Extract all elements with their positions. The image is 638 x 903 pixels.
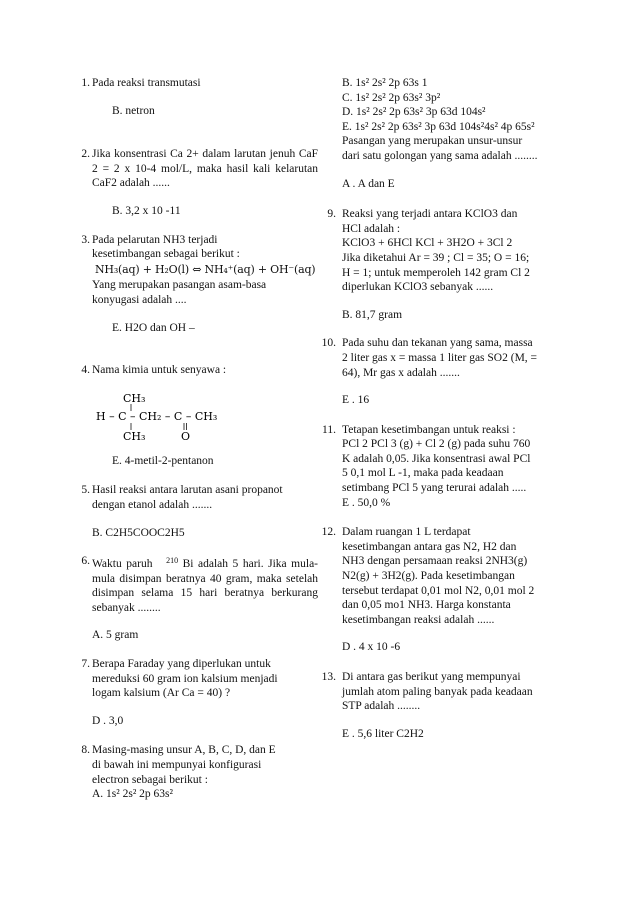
question-8 (72, 743, 318, 801)
option-d: D. 1s² 2s² 2p 63s² 3p 63d 104s² (342, 106, 486, 119)
structure-oxygen: O (181, 429, 191, 442)
question-text-rest: Bi adalah 5 hari. Jika mula-mula disimpan beratnya 40 gram, maka setelah disimpan selama 15 hari beratnya berkurang sebanyak ........ (92, 558, 319, 614)
question-line: Yang merupakan pasangan asam-basa (92, 279, 267, 292)
option-a: A. 1s² 2s² 2p 63s² (92, 788, 173, 801)
question-line: dengan etanol adalah ....... (92, 498, 213, 511)
answer: B. 81,7 gram (342, 308, 403, 321)
question-line: PCl 2 PCl 3 (g) + Cl 2 (g) pada suhu 760 (342, 438, 531, 451)
question-line: Pada suhu dan tekanan yang sama, massa (342, 337, 533, 350)
answer: D . 3,0 (92, 714, 124, 727)
question-line: diperlukan KClO3 sebanyak ...... (342, 281, 494, 294)
question-line: logam kalsium (Ar Ca = 40) ? (92, 687, 231, 700)
question-text (342, 525, 570, 627)
left-column (72, 76, 318, 802)
question-3 (72, 233, 318, 336)
question-12 (322, 525, 570, 655)
question-line: K adalah 0,05. Jika konsentrasi awal PCl (342, 452, 531, 465)
structural-formula (96, 392, 318, 442)
structural-formula-diagram (96, 392, 256, 442)
question-text (92, 743, 318, 801)
question-line: 64), Mr gas x adalah ....... (342, 366, 460, 379)
question-line: kesetimbangan reaksi adalah ...... (342, 613, 495, 626)
question-number: 8. (81, 744, 90, 757)
structure-bottom-group: CH₃ (123, 429, 146, 442)
question-line: 2 liter gas x = massa 1 liter gas SO2 (M, = (342, 351, 538, 364)
right-column (322, 76, 570, 741)
question-line: dan 0,05 mo1 NH3. Harga konstanta (342, 599, 511, 612)
question-line: jumlah atom paling banyak pada keadaan (342, 685, 533, 698)
question-text-start: Waktu paruh (92, 558, 153, 571)
question-line: Hasil reaksi antara larutan asani propanot (92, 484, 283, 497)
question-text: Jika konsentrasi Ca 2+ dalam larutan jenuh CaF 2 = 2 x 10-4 mol/L, maka hasil kali kelarutan CaF2 adalah ...... (92, 148, 318, 190)
question-text (342, 423, 570, 511)
structure-top-group: CH₃ (123, 391, 146, 405)
question-line: electron sebagai berikut : (92, 773, 208, 786)
question-4 (72, 363, 318, 468)
answer: B. 3,2 x 10 -11 (112, 204, 181, 217)
answer: B. C2H5COOC2H5 (92, 526, 185, 539)
question-line: STP adalah ........ (342, 700, 421, 713)
question-5 (72, 483, 318, 540)
question-line: N2(g) + 3H2(g). Pada kesetimbangan (342, 570, 515, 583)
option-b: B. 1s² 2s² 2p 63s 1 (342, 77, 428, 89)
isotope-mass-number: 210 (166, 556, 179, 566)
question-text (342, 670, 570, 714)
question-number: 12. (321, 526, 336, 539)
question-number: 13. (321, 671, 336, 683)
question-13 (322, 670, 570, 741)
question-number: 9. (327, 208, 336, 221)
question-2 (72, 147, 318, 218)
question-number: 4. (81, 364, 90, 377)
question-number: 10. (321, 337, 336, 350)
option-c: C. 1s² 2s² 2p 63s² 3p² (342, 91, 441, 104)
question-line: Pada pelarutan NH3 terjadi (92, 233, 218, 246)
question-line: Jika diketahui Ar = 39 ; Cl = 35; O = 16; (342, 251, 530, 264)
question-10 (322, 336, 570, 407)
answer: A. 5 gram (92, 629, 139, 642)
question-line: NH3 dengan persamaan reaksi 2NH3(g) (342, 555, 528, 568)
question-line: di bawah ini mempunyai konfigurasi (92, 759, 262, 772)
question-number: 1. (81, 77, 90, 89)
answer: E . 5,6 liter C2H2 (342, 727, 424, 740)
question-line: Masing-masing unsur A, B, C, D, dan E (92, 744, 276, 757)
answer: E. 4-metil-2-pentanon (112, 454, 214, 467)
question-line: kesetimbangan antara gas N2, H2 dan (342, 540, 517, 553)
question-line: Di antara gas berikut yang mempunyai (342, 671, 521, 683)
question-text (92, 657, 318, 701)
question-line: kesetimbangan sebagai berikut : (92, 248, 240, 261)
question-line: setimbang PCl 5 yang terurai adalah ..... (342, 482, 527, 495)
question-text (92, 233, 318, 308)
question-line: HCl adalah : (342, 222, 401, 235)
question-line: Dalam ruangan 1 L terdapat (342, 526, 471, 539)
question-line: konyugasi adalah .... (92, 293, 187, 306)
question-line: mereduksi 60 gram ion kalsium menjadi (92, 672, 278, 685)
question-number: 3. (81, 233, 90, 246)
option-e: E. 1s² 2s² 2p 63s² 3p 63d 104s²4s² 4p 65s² (342, 120, 535, 133)
question-text (342, 76, 570, 164)
question-line: Tetapan kesetimbangan untuk reaksi : (342, 423, 516, 436)
equilibrium-equation: NH₃(aq) + H₂O(l) ⇔ NH₄⁺(aq) + OH⁻(aq) (95, 262, 316, 276)
question-number: 2. (81, 148, 90, 161)
question-text (342, 207, 570, 295)
question-text (92, 483, 318, 512)
question-7 (72, 657, 318, 728)
question-line: dari satu golongan yang sama adalah ........ (342, 149, 538, 162)
question-line: Reaksi yang terjadi antara KClO3 dan (342, 208, 518, 221)
question-text: Pada reaksi transmutasi (92, 77, 201, 89)
question-1 (72, 76, 318, 118)
question-text (342, 336, 570, 380)
question-11 (322, 423, 570, 511)
question-line: tersebut terdapat 0,01 mol N2, 0,01 mol 2 (342, 584, 535, 597)
question-text (92, 554, 318, 615)
question-line: Berapa Faraday yang diperlukan untuk (92, 658, 271, 671)
answer: B. netron (112, 104, 155, 117)
question-number: 7. (81, 658, 90, 671)
question-line: Pasangan yang merupakan unsur-unsur (342, 135, 523, 148)
question-line: H = 1; untuk memperoleh 142 gram Cl 2 (342, 266, 530, 279)
answer: E . 50,0 % (342, 496, 391, 509)
question-number: 6. (81, 555, 90, 568)
question-number: 5. (81, 484, 90, 497)
answer: E . 16 (342, 394, 370, 407)
question-number: 11. (322, 423, 336, 436)
structure-main-chain: H – C – CH₂ – C – CH₃ (96, 409, 218, 423)
question-text: Nama kimia untuk senyawa : (92, 364, 227, 377)
question-8-continued (322, 76, 570, 191)
question-9 (322, 207, 570, 322)
reaction-equation: KClO3 + 6HCl KCl + 3H2O + 3Cl 2 (342, 237, 513, 250)
answer: E. H2O dan OH – (112, 321, 195, 334)
answer: A . A dan E (342, 177, 395, 190)
question-line: 5 0,1 mol L -1, maka pada keadaan (342, 467, 504, 480)
question-6 (72, 554, 318, 643)
answer: D . 4 x 10 -6 (342, 641, 401, 654)
